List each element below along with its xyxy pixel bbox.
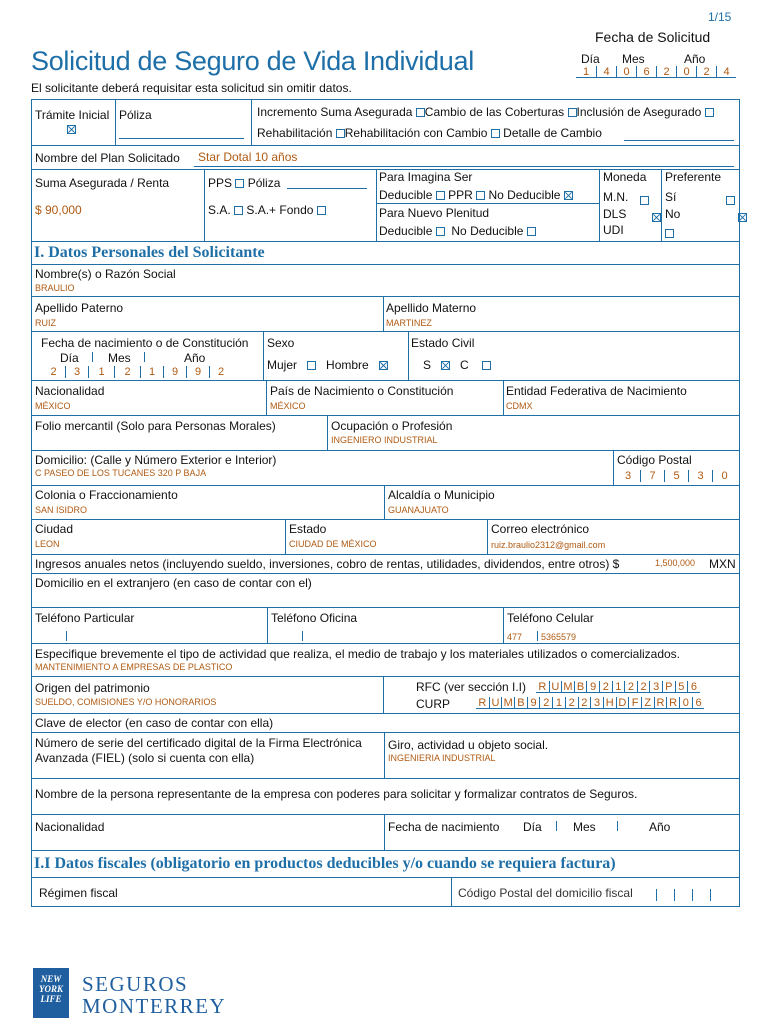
curp-char: 6 xyxy=(692,697,705,709)
rfc-char: 2 xyxy=(637,681,650,693)
clave-elector-label: Clave de elector (en caso de contar con ella) xyxy=(35,716,274,730)
inclusion-label: Inclusión de Asegurado xyxy=(576,105,702,119)
application-form xyxy=(31,99,740,907)
curp-char: M xyxy=(501,697,514,709)
rep-fnac-label: Fecha de nacimiento xyxy=(388,820,500,834)
entidad-label: Entidad Federativa de Nacimiento xyxy=(506,384,687,398)
nombre-label: Nombre(s) o Razón Social xyxy=(35,267,176,281)
curp-char: R xyxy=(654,697,667,709)
origen-value[interactable]: SUELDO, COMISIONES Y/O HONORARIOS xyxy=(35,697,217,707)
curp-char: B xyxy=(514,697,527,709)
suma-value[interactable]: $ 90,000 xyxy=(35,203,82,217)
cambio-coberturas-label: Cambio de las Coberturas xyxy=(424,105,565,119)
mn-checkbox[interactable] xyxy=(640,196,649,205)
rfc-digits[interactable] xyxy=(536,681,700,693)
fnac-mes-label: Mes xyxy=(108,351,131,365)
rfc-char: 9 xyxy=(586,681,599,693)
si-checkbox[interactable] xyxy=(726,196,735,205)
tramite-inicial-checkbox[interactable] xyxy=(67,125,76,134)
sa-label: S.A. xyxy=(208,203,231,217)
ppr-checkbox[interactable] xyxy=(476,191,485,200)
rehab-cambio-label: Rehabilitación con Cambio xyxy=(344,126,488,140)
fnac-digit: 3 xyxy=(65,366,88,378)
udi-label: UDI xyxy=(603,223,624,237)
nombre-value[interactable]: BRAULIO xyxy=(35,283,75,293)
deducible-label: Deducible xyxy=(379,188,433,202)
rep-dia-label: Día xyxy=(523,820,542,834)
domicilio-label: Domicilio: (Calle y Número Exterior e Interior) xyxy=(35,453,277,467)
no-deducible-checkbox[interactable] xyxy=(564,191,573,200)
date-digit: 2 xyxy=(696,66,716,78)
rfc-char: U xyxy=(549,681,562,693)
curp-char: 9 xyxy=(527,697,540,709)
inclusion-checkbox[interactable] xyxy=(705,108,714,117)
rfc-char: P xyxy=(662,681,675,693)
dls-checkbox[interactable] xyxy=(652,213,661,222)
date-digit: 1 xyxy=(576,66,596,78)
curp-char: 0 xyxy=(679,697,692,709)
sa-fondo-checkbox[interactable] xyxy=(317,206,326,215)
rfc-char: 2 xyxy=(624,681,637,693)
fiel-label-1: Número de serie del certificado digital de la Firma Electrónica xyxy=(35,736,362,750)
pps-checkbox[interactable] xyxy=(235,179,244,188)
telefonos-row xyxy=(32,608,739,644)
new-york-life-logo xyxy=(33,968,69,1018)
rfc-char: B xyxy=(574,681,587,693)
soltero-checkbox[interactable] xyxy=(441,361,450,370)
fecha-anio-label: Año xyxy=(684,52,706,66)
estado-label: Estado xyxy=(289,522,327,536)
rehab-label: Rehabilitación xyxy=(257,126,333,140)
section-11-header xyxy=(32,851,739,878)
mxn-label: MXN xyxy=(709,557,736,571)
actividad-label: Especifique brevemente el tipo de actividad que realiza, el medio de trabajo y los materiales utilizados o comercializados. xyxy=(35,647,681,661)
plan-row xyxy=(32,146,739,170)
moneda-label: Moneda xyxy=(603,170,647,184)
representante-datos-row xyxy=(32,815,739,851)
curp-char: U xyxy=(489,697,502,709)
fnac-digit: 9 xyxy=(186,366,209,378)
civil-options xyxy=(423,358,491,372)
sa-fondo-label: S.A.+ Fondo xyxy=(246,203,314,217)
nuevo-plenitud-label: Para Nuevo Plenitud xyxy=(379,206,490,220)
plenitud-no-deducible-label: No Deducible xyxy=(451,224,524,238)
fnac-digit: 1 xyxy=(88,366,114,378)
extranjero-label: Domicilio en el extranjero (en caso de contar con el) xyxy=(35,576,312,590)
pps-label: PPS xyxy=(208,176,233,190)
dls-label: DLS xyxy=(603,207,627,221)
date-digit: 4 xyxy=(716,66,736,78)
section-1-header xyxy=(32,242,739,265)
cp-digit: 5 xyxy=(664,470,688,482)
no-checkbox[interactable] xyxy=(738,213,747,222)
fnac-label: Fecha de nacimiento o de Constitución xyxy=(41,336,249,350)
suma-row xyxy=(32,170,739,242)
giro-label: Giro, actividad u objeto social. xyxy=(388,738,549,752)
plenitud-deducible-label: Deducible xyxy=(379,224,433,238)
tel-oficina-label: Teléfono Oficina xyxy=(271,611,358,625)
fnac-digits[interactable] xyxy=(42,366,232,378)
plenitud-options xyxy=(379,224,536,238)
incremento-group xyxy=(257,105,714,119)
plan-label: Nombre del Plan Solicitado xyxy=(35,151,180,165)
mujer-label: Mujer xyxy=(267,358,298,372)
materno-label: Apellido Materno xyxy=(386,301,477,315)
rep-mes-label: Mes xyxy=(573,820,596,834)
curp-char: H xyxy=(603,697,616,709)
fiel-row xyxy=(32,733,739,779)
imagina-options xyxy=(379,188,573,202)
ingresos-row xyxy=(32,555,739,574)
actividad-row xyxy=(32,644,739,677)
fecha-solicitud-digits[interactable] xyxy=(576,66,736,78)
deducible-checkbox[interactable] xyxy=(436,191,445,200)
fnac-digit: 2 xyxy=(209,366,232,378)
date-digit: 0 xyxy=(616,66,636,78)
rfc-char: 2 xyxy=(599,681,612,693)
paterno-value[interactable]: RUIZ xyxy=(35,318,56,328)
logo-text-1: SEGUROS xyxy=(82,972,189,996)
curp-char: 2 xyxy=(539,697,552,709)
cp-fiscal-label: Código Postal del domicilio fiscal xyxy=(458,886,633,900)
colonia-row xyxy=(32,486,739,520)
rep-anio-label: Año xyxy=(649,820,671,834)
soltero-label: S xyxy=(423,358,432,372)
rehab-cambio-checkbox[interactable] xyxy=(491,129,500,138)
curp-digits[interactable] xyxy=(476,697,704,709)
tramite-row xyxy=(32,100,739,146)
alcaldia-label: Alcaldía o Municipio xyxy=(388,488,495,502)
curp-label: CURP xyxy=(416,697,451,711)
ppr-label: PPR xyxy=(448,188,473,202)
curp-char: 2 xyxy=(565,697,578,709)
udi-checkbox[interactable] xyxy=(665,229,674,238)
ocupacion-value[interactable]: INGENIERO INDUSTRIAL xyxy=(331,435,438,445)
section-1-title: I. Datos Personales del Solicitante xyxy=(34,244,265,261)
incremento-label: Incremento Suma Asegurada xyxy=(257,105,413,119)
fecha-mes-label: Mes xyxy=(622,52,645,66)
colonia-label: Colonia o Fraccionamiento xyxy=(35,488,178,502)
origen-row xyxy=(32,677,739,714)
fnac-digit: 2 xyxy=(114,366,140,378)
curp-char: 1 xyxy=(552,697,565,709)
rehab-checkbox[interactable] xyxy=(336,129,345,138)
entidad-value[interactable]: CDMX xyxy=(506,401,533,411)
folio-row xyxy=(32,416,739,451)
extranjero-row xyxy=(32,574,739,608)
origen-label: Origen del patrimonio xyxy=(35,681,150,695)
page-number: 1/15 xyxy=(708,10,732,24)
curp-char: R xyxy=(666,697,679,709)
poliza-suma-label: Póliza xyxy=(247,176,281,190)
cp-digit: 3 xyxy=(688,470,712,482)
preferente-label: Preferente xyxy=(665,170,722,184)
hombre-label: Hombre xyxy=(326,358,369,372)
fnac-dia-label: Día xyxy=(60,351,79,365)
date-digit: 0 xyxy=(676,66,696,78)
curp-char: D xyxy=(616,697,629,709)
tel-celular-label: Teléfono Celular xyxy=(507,611,594,625)
casado-label: C xyxy=(460,358,469,372)
actividad-value[interactable]: MANTENIMIENTO A EMPRESAS DE PLASTICO xyxy=(35,662,233,672)
estado-value[interactable]: CIUDAD DE MÉXICO xyxy=(289,539,377,549)
rfc-char: M xyxy=(561,681,574,693)
rfc-char: R xyxy=(536,681,549,693)
cp-digits[interactable] xyxy=(616,470,736,482)
cp-label: Código Postal xyxy=(617,453,692,467)
rfc-char: 5 xyxy=(675,681,688,693)
nacionalidad-label: Nacionalidad xyxy=(35,384,105,398)
rfc-char: 1 xyxy=(612,681,625,693)
nacionalidad-value[interactable]: MÉXICO xyxy=(35,401,71,411)
cel-numero-value[interactable]: 5365579 xyxy=(541,632,577,642)
poliza-label: Póliza xyxy=(119,108,152,122)
curp-char: Z xyxy=(641,697,654,709)
no-deducible-label: No Deducible xyxy=(488,188,561,202)
curp-char: R xyxy=(476,697,489,709)
curp-char: 3 xyxy=(590,697,603,709)
sexo-options xyxy=(267,358,388,372)
colonia-value[interactable]: SAN ISIDRO xyxy=(35,505,88,515)
folio-label: Folio mercantil (Solo para Personas Morales) xyxy=(35,419,276,433)
pais-label: País de Nacimiento o Constitución xyxy=(270,384,454,398)
representante-label: Nombre de la persona representante de la empresa con poderes para solicitar y formalizar contratos de Seguros. xyxy=(35,787,638,801)
section-11-title: I.I Datos fiscales (obligatorio en productos deducibles y/o cuando se requiera factura) xyxy=(34,855,616,872)
tramite-inicial-label: Trámite Inicial xyxy=(35,108,110,122)
fiscal-row xyxy=(32,878,739,907)
rfc-label: RFC (ver sección I.I) xyxy=(416,680,527,694)
cp-digit: 3 xyxy=(624,470,632,482)
cp-digit: 0 xyxy=(712,470,736,482)
cp-digit: 7 xyxy=(640,470,664,482)
si-label: Sí xyxy=(665,190,677,204)
cambio-coberturas-checkbox[interactable] xyxy=(568,108,577,117)
plenitud-deducible-checkbox[interactable] xyxy=(436,227,445,236)
fnac-digit: 1 xyxy=(140,366,163,378)
domicilio-value[interactable]: C PASEO DE LOS TUCANES 320 P BAJA xyxy=(35,468,207,478)
nombre-row xyxy=(32,265,739,297)
fnac-row xyxy=(32,332,739,381)
fnac-anio-label: Año xyxy=(184,351,206,365)
rfc-char: 6 xyxy=(687,681,700,693)
apellidos-row xyxy=(32,297,739,332)
tel-particular-label: Teléfono Particular xyxy=(35,611,135,625)
suma-label: Suma Asegurada / Renta xyxy=(35,176,170,190)
estado-civil-label: Estado Civil xyxy=(411,336,475,350)
curp-char: F xyxy=(628,697,641,709)
nacionalidad-row xyxy=(32,381,739,416)
detalle-cambio-label: Detalle de Cambio xyxy=(503,126,602,140)
curp-char: 2 xyxy=(578,697,591,709)
ingresos-value[interactable]: 1,500,000 xyxy=(655,558,696,568)
rfc-char: 3 xyxy=(649,681,662,693)
ciudad-value[interactable]: LEON xyxy=(35,539,60,549)
mujer-checkbox[interactable] xyxy=(307,361,316,370)
domicilio-row xyxy=(32,451,739,486)
alcaldia-value[interactable]: GUANAJUATO xyxy=(388,505,449,515)
clave-elector-row xyxy=(32,714,739,733)
plenitud-no-deducible-checkbox[interactable] xyxy=(527,227,536,236)
ocupacion-label: Ocupación o Profesión xyxy=(331,419,453,433)
plan-value[interactable]: Star Dotal 10 años xyxy=(198,150,298,164)
mn-label: M.N. xyxy=(603,190,629,204)
date-digit: 6 xyxy=(636,66,656,78)
paterno-label: Apellido Paterno xyxy=(35,301,124,315)
sa-checkbox[interactable] xyxy=(234,206,243,215)
date-digit: 4 xyxy=(596,66,616,78)
no-label: No xyxy=(665,207,681,221)
pais-value[interactable]: MÉXICO xyxy=(270,401,306,411)
rep-nacionalidad-label: Nacionalidad xyxy=(35,820,105,834)
sa-group xyxy=(208,203,326,217)
correo-label: Correo electrónico xyxy=(491,522,590,536)
imagina-ser-label: Para Imagina Ser xyxy=(379,170,473,184)
correo-value[interactable]: ruiz.braulio2312@gmail.com xyxy=(491,540,606,550)
pps-group xyxy=(208,176,280,190)
fiel-label-2: Avanzada (FIEL) (solo si cuenta con ella) xyxy=(35,751,255,765)
fnac-digit: 2 xyxy=(50,366,57,378)
regimen-label: Régimen fiscal xyxy=(39,886,118,900)
representante-row xyxy=(32,779,739,815)
cel-lada-value[interactable]: 477 xyxy=(507,632,523,642)
materno-value[interactable]: MARTINEZ xyxy=(386,318,432,328)
giro-value[interactable]: INGENIERIA INDUSTRIAL xyxy=(388,753,496,763)
fnac-digit: 9 xyxy=(163,366,186,378)
date-digit: 2 xyxy=(656,66,676,78)
fecha-dia-label: Día xyxy=(581,52,600,66)
page-subtitle: El solicitante deberá requisitar esta solicitud sin omitir datos. xyxy=(31,81,352,95)
page-title: Solicitud de Seguro de Vida Individual xyxy=(31,46,474,76)
rehab-group xyxy=(257,126,602,140)
ciudad-label: Ciudad xyxy=(35,522,74,536)
hombre-checkbox[interactable] xyxy=(379,361,388,370)
casado-checkbox[interactable] xyxy=(482,361,491,370)
ingresos-label: Ingresos anuales netos (incluyendo sueldo, inversiones, cobro de rentas, utilidades, dividendos, entre otros) $ xyxy=(35,557,620,571)
sexo-label: Sexo xyxy=(267,336,295,350)
logo-mark: NEW YORK LIFE xyxy=(38,974,63,1004)
ciudad-row xyxy=(32,520,739,555)
fecha-solicitud-label: Fecha de Solicitud xyxy=(595,29,711,45)
logo-text-2: MONTERREY xyxy=(82,994,227,1018)
incremento-checkbox[interactable] xyxy=(416,108,425,117)
